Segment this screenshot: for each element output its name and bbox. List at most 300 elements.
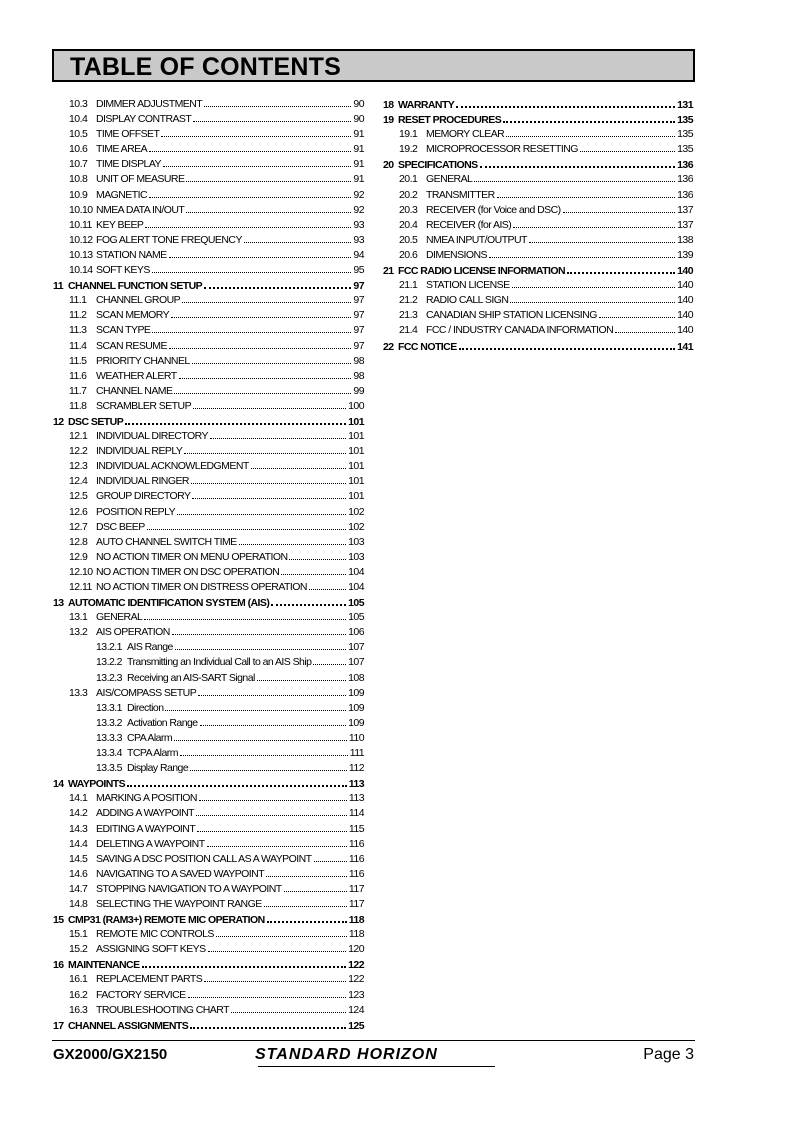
toc-entry-title: FCC RADIO LICENSE INFORMATION: [398, 265, 566, 278]
toc-dot-leader: [510, 293, 675, 303]
toc-entry-title: SPECIFICATIONS: [398, 159, 478, 172]
toc-entry-page: 135: [677, 114, 693, 127]
toc-chapter-link[interactable]: [383, 263, 693, 278]
toc-chapter-link[interactable]: [383, 157, 693, 172]
toc-entry-title: STOPPING NAVIGATION TO A WAYPOINT: [96, 882, 282, 895]
toc-section-link[interactable]: [53, 142, 364, 157]
toc-entry-number: 20.3: [399, 203, 418, 216]
toc-section-link[interactable]: [53, 1003, 364, 1018]
toc-dot-leader: [169, 248, 352, 258]
toc-section-link[interactable]: [53, 610, 364, 625]
toc-entry-page: 98: [353, 354, 364, 367]
toc-entry-page: 117: [348, 897, 364, 910]
toc-section-link[interactable]: [53, 203, 364, 218]
toc-dot-leader: [152, 323, 351, 333]
toc-section-link[interactable]: [53, 852, 364, 867]
toc-entry-page: 97: [353, 339, 364, 352]
toc-entry-page: 137: [677, 203, 693, 216]
toc-entry-title: NO ACTION TIMER ON DISTRESS OPERATION: [96, 581, 307, 593]
toc-entry-page: 122: [348, 959, 364, 972]
toc-dot-leader: [179, 369, 352, 379]
toc-dot-leader: [152, 263, 352, 273]
toc-dot-leader: [147, 520, 346, 530]
toc-section-link[interactable]: [383, 172, 693, 187]
toc-entry-title: POSITION REPLY: [96, 505, 176, 518]
toc-dot-leader: [161, 127, 351, 137]
toc-entry-title: NO ACTION TIMER ON DSC OPERATION: [96, 565, 280, 578]
toc-entry-page: 92: [353, 203, 364, 216]
toc-section-link[interactable]: [53, 248, 364, 263]
toc-section-link[interactable]: [53, 822, 364, 837]
toc-entry-number: 11.2: [69, 309, 87, 322]
toc-dot-leader: [257, 671, 346, 681]
toc-dot-leader: [289, 550, 346, 560]
toc-entry-page: 106: [348, 626, 364, 639]
toc-entry-number: 10.6: [69, 143, 88, 156]
toc-entry-title: Direction: [127, 701, 164, 714]
toc-section-link[interactable]: [383, 293, 693, 308]
toc-entry-number: 14.2: [69, 807, 88, 820]
toc-dot-leader: [266, 867, 347, 877]
toc-entry-page: 100: [348, 399, 364, 412]
brand-logo: STANDARD HORIZON: [255, 1046, 438, 1063]
toc-entry-number: 13.3.4: [96, 747, 122, 760]
toc-entry-page: 135: [677, 128, 693, 141]
toc-section-link[interactable]: [53, 897, 364, 912]
toc-section-link[interactable]: [53, 339, 364, 354]
toc-section-link[interactable]: [53, 791, 364, 806]
toc-entry-page: 109: [348, 686, 364, 699]
toc-entry-page: 98: [353, 369, 364, 382]
toc-dot-leader: [184, 444, 346, 454]
toc-entry-number: 13: [53, 597, 64, 610]
toc-section-link[interactable]: [383, 308, 693, 323]
toc-section-link[interactable]: [53, 112, 364, 127]
toc-entry-page: 102: [348, 505, 364, 518]
toc-dot-leader: [190, 1018, 346, 1029]
toc-entry-number: 14.1: [69, 792, 88, 805]
toc-entry-number: 11: [53, 280, 63, 293]
toc-dot-leader: [580, 142, 675, 152]
toc-entry-title: AUTO CHANNEL SWITCH TIME: [96, 535, 237, 548]
toc-entry-number: 22: [383, 340, 394, 353]
toc-section-link[interactable]: [53, 489, 364, 504]
toc-entry-title: INDIVIDUAL ACKNOWLEDGMENT: [96, 460, 249, 473]
toc-section-link[interactable]: [53, 686, 364, 701]
toc-entry-page: 111: [349, 747, 364, 760]
toc-entry-title: SOFT KEYS: [96, 264, 150, 277]
toc-entry-title: TIME AREA: [96, 143, 148, 156]
toc-entry-page: 93: [353, 233, 364, 246]
toc-entry-page: 109: [348, 701, 364, 714]
toc-header-box: [52, 49, 695, 82]
toc-dot-leader: [177, 505, 346, 515]
toc-entry-number: 21.1: [399, 279, 418, 292]
toc-entry-number: 13.2.2: [96, 656, 122, 669]
toc-entry-number: 14.6: [69, 867, 88, 880]
toc-entry-page: 136: [677, 188, 693, 201]
toc-entry-title: CMP31 (RAM3+) REMOTE MIC OPERATION: [68, 914, 265, 927]
toc-section-link[interactable]: [53, 459, 364, 474]
toc-entry-page: 140: [677, 309, 693, 322]
toc-entry-page: 116: [348, 837, 364, 850]
toc-section-link[interactable]: [53, 399, 364, 414]
toc-entry-number: 10.7: [69, 158, 88, 171]
toc-entry-page: 123: [348, 988, 364, 1001]
toc-dot-leader: [169, 339, 351, 349]
toc-section-link[interactable]: [53, 535, 364, 550]
toc-entry-number: 14.4: [69, 837, 88, 850]
toc-entry-page: 107: [348, 641, 364, 654]
toc-chapter-link[interactable]: [53, 595, 364, 610]
toc-dot-leader: [182, 293, 351, 303]
toc-section-link[interactable]: [383, 323, 693, 338]
toc-chapter-link[interactable]: [53, 414, 364, 429]
toc-entry-title: FCC / INDUSTRY CANADA INFORMATION: [426, 324, 614, 337]
toc-dot-leader: [144, 610, 346, 620]
toc-section-link[interactable]: [53, 640, 364, 655]
toc-dot-leader: [172, 625, 346, 635]
toc-dot-leader: [127, 776, 347, 787]
toc-entry-page: 115: [348, 822, 364, 835]
toc-entry-number: 10.5: [69, 128, 88, 141]
toc-chapter-link[interactable]: [53, 1018, 364, 1033]
brand-underline: [258, 1066, 495, 1067]
toc-entry-number: 14.8: [69, 897, 88, 910]
toc-entry-title: RECEIVER (for Voice and DSC): [426, 203, 561, 216]
toc-entry-page: 97: [353, 324, 364, 337]
toc-entry-title: SAVING A DSC POSITION CALL AS A WAYPOINT: [96, 852, 312, 865]
toc-entry-title: CHANNEL GROUP: [96, 294, 181, 307]
toc-entry-page: 140: [677, 279, 693, 292]
toc-section-link[interactable]: [53, 731, 364, 746]
toc-entry-number: 13.2.1: [96, 641, 122, 654]
toc-chapter-link[interactable]: [383, 97, 693, 112]
toc-entry-title: AUTOMATIC IDENTIFICATION SYSTEM (AIS): [68, 597, 270, 610]
toc-dot-leader: [193, 399, 346, 409]
toc-dot-leader: [199, 791, 347, 801]
toc-dot-leader: [163, 157, 351, 167]
toc-section-link[interactable]: [53, 127, 364, 142]
toc-dot-leader: [186, 172, 351, 182]
toc-section-link[interactable]: [53, 384, 364, 399]
toc-entry-number: 15.2: [69, 943, 88, 956]
toc-entry-page: 120: [348, 943, 364, 956]
footer-model: GX2000/GX2150: [53, 1046, 168, 1063]
toc-entry-page: 114: [348, 807, 364, 820]
toc-entry-title: Transmitting an Individual Call to an AIS Ship: [127, 656, 312, 669]
toc-entry-page: 103: [348, 535, 364, 548]
toc-entry-number: 10.8: [69, 173, 88, 186]
toc-entry-number: 13.2: [69, 626, 88, 639]
toc-dot-leader: [512, 278, 676, 288]
toc-entry-page: 109: [348, 716, 364, 729]
toc-entry-number: 12.2: [69, 445, 88, 458]
toc-section-link[interactable]: [53, 218, 364, 233]
toc-dot-leader: [513, 218, 675, 228]
toc-entry-number: 14.5: [69, 852, 88, 865]
toc-chapter-link[interactable]: [53, 912, 364, 927]
toc-dot-leader: [196, 806, 347, 816]
toc-dot-leader: [239, 535, 347, 545]
toc-entry-title: NMEA INPUT/OUTPUT: [426, 233, 527, 246]
toc-chapter-link[interactable]: [53, 278, 364, 293]
toc-section-link[interactable]: [53, 671, 364, 686]
toc-entry-page: 90: [353, 98, 364, 110]
toc-entry-number: 12.7: [69, 520, 88, 533]
toc-entry-title: GENERAL: [426, 173, 473, 186]
toc-entry-title: CHANNEL NAME: [96, 384, 173, 397]
toc-dot-leader: [142, 957, 347, 968]
toc-section-link[interactable]: [53, 308, 364, 323]
toc-section-link[interactable]: [383, 188, 693, 203]
toc-entry-number: 20.5: [399, 233, 418, 246]
toc-section-link[interactable]: [53, 172, 364, 187]
toc-entry-title: DSC BEEP: [96, 520, 145, 533]
toc-dot-leader: [171, 308, 351, 318]
toc-dot-leader: [186, 203, 351, 213]
toc-entry-title: ASSIGNING SOFT KEYS: [96, 943, 206, 956]
toc-dot-leader: [190, 761, 347, 771]
toc-entry-title: UNIT OF MEASURE: [96, 173, 185, 186]
toc-entry-page: 141: [677, 340, 693, 353]
toc-entry-page: 117: [348, 882, 364, 895]
toc-entry-title: INDIVIDUAL REPLY: [96, 445, 183, 458]
toc-section-link[interactable]: [53, 550, 364, 565]
toc-entry-title: INDIVIDUAL DIRECTORY: [96, 430, 208, 443]
toc-entry-number: 18: [383, 99, 394, 111]
toc-entry-number: 20.1: [399, 173, 418, 186]
toc-entry-title: RADIO CALL SIGN: [426, 294, 509, 307]
toc-entry-number: 12.1: [69, 430, 88, 443]
toc-section-link[interactable]: [53, 746, 364, 761]
toc-dot-leader: [180, 746, 348, 756]
toc-chapter-link[interactable]: [53, 776, 364, 791]
toc-entry-number: 10.11: [69, 218, 92, 231]
toc-section-link[interactable]: [383, 233, 693, 248]
toc-dot-leader: [271, 595, 346, 606]
toc-dot-leader: [480, 157, 676, 168]
toc-entry-title: TCPA Alarm: [127, 747, 178, 760]
toc-dot-leader: [503, 112, 675, 123]
toc-chapter-link[interactable]: [383, 339, 693, 354]
toc-entry-page: 90: [353, 113, 364, 126]
toc-section-link[interactable]: [53, 701, 364, 716]
toc-entry-number: 12.4: [69, 475, 88, 488]
toc-dot-leader: [188, 988, 347, 998]
toc-section-link[interactable]: [53, 716, 364, 731]
toc-dot-leader: [309, 580, 346, 590]
toc-entry-page: 116: [348, 867, 364, 880]
toc-dot-leader: [192, 354, 352, 364]
toc-entry-number: 11.7: [69, 384, 87, 397]
page-title: TABLE OF CONTENTS: [70, 53, 341, 81]
toc-section-link[interactable]: [53, 837, 364, 852]
toc-entry-title: SCAN RESUME: [96, 339, 167, 352]
toc-entry-number: 21: [383, 265, 394, 278]
toc-entry-number: 13.1: [69, 611, 88, 624]
toc-entry-number: 20: [383, 159, 394, 172]
toc-entry-number: 14: [53, 778, 64, 791]
toc-entry-page: 105: [348, 611, 364, 624]
toc-entry-page: 139: [677, 248, 693, 261]
toc-section-link[interactable]: [53, 806, 364, 821]
toc-entry-page: 95: [353, 264, 364, 277]
toc-dot-leader: [165, 701, 346, 711]
toc-section-link[interactable]: [53, 520, 364, 535]
toc-section-link[interactable]: [53, 474, 364, 489]
toc-entry-title: CHANNEL FUNCTION SETUP: [68, 280, 203, 293]
toc-entry-title: Receiving an AIS-SART Signal: [127, 671, 255, 684]
toc-entry-title: GENERAL: [96, 611, 143, 624]
toc-entry-number: 20.2: [399, 188, 418, 201]
toc-entry-title: ADDING A WAYPOINT: [96, 807, 194, 820]
toc-entry-page: 136: [677, 159, 693, 172]
toc-dot-leader: [267, 912, 347, 923]
toc-entry-page: 113: [348, 792, 364, 805]
toc-dot-leader: [192, 489, 346, 499]
toc-section-link[interactable]: [53, 157, 364, 172]
toc-section-link[interactable]: [53, 505, 364, 520]
toc-section-link[interactable]: [383, 218, 693, 233]
toc-entry-page: 101: [348, 445, 364, 458]
toc-section-link[interactable]: [53, 429, 364, 444]
toc-entry-number: 13.3: [69, 686, 88, 699]
toc-section-link[interactable]: [383, 127, 693, 142]
toc-entry-page: 108: [348, 671, 364, 684]
toc-entry-page: 118: [348, 928, 364, 941]
toc-dot-leader: [474, 172, 675, 182]
toc-dot-leader: [563, 203, 676, 213]
toc-entry-page: 118: [348, 914, 364, 927]
toc-dot-leader: [149, 188, 351, 198]
toc-entry-page: 116: [348, 852, 364, 865]
toc-entry-page: 101: [348, 490, 364, 503]
toc-entry-number: 19: [383, 114, 394, 127]
toc-dot-leader: [200, 716, 347, 726]
toc-entry-page: 112: [348, 762, 364, 775]
toc-entry-number: 11.6: [69, 369, 87, 382]
toc-section-link[interactable]: [53, 625, 364, 640]
toc-section-link[interactable]: [53, 233, 364, 248]
toc-entry-page: 104: [348, 581, 364, 593]
toc-entry-number: 15: [53, 914, 64, 927]
toc-entry-title: SCRAMBLER SETUP: [96, 399, 192, 412]
toc-entry-number: 10.10: [69, 203, 93, 216]
toc-entry-number: 17: [53, 1019, 64, 1032]
toc-chapter-link[interactable]: [383, 112, 693, 127]
toc-entry-number: 11.8: [69, 399, 87, 412]
toc-entry-number: 10.3: [69, 98, 88, 110]
toc-section-link[interactable]: [53, 580, 364, 595]
toc-entry-title: EDITING A WAYPOINT: [96, 822, 196, 835]
toc-section-link[interactable]: [53, 655, 364, 670]
toc-entry-title: FOG ALERT TONE FREQUENCY: [96, 233, 242, 246]
toc-entry-title: DIMENSIONS: [426, 248, 488, 261]
toc-section-link[interactable]: [53, 988, 364, 1003]
toc-entry-page: 122: [348, 973, 364, 986]
toc-section-link[interactable]: [383, 203, 693, 218]
toc-entry-page: 91: [353, 128, 364, 141]
toc-dot-leader: [207, 837, 347, 847]
toc-dot-leader: [264, 897, 347, 907]
toc-entry-page: 107: [348, 656, 364, 669]
toc-entry-title: CPA Alarm: [127, 731, 173, 744]
toc-section-link[interactable]: [53, 354, 364, 369]
toc-section-link[interactable]: [53, 188, 364, 203]
toc-entry-page: 97: [353, 309, 364, 322]
toc-section-link[interactable]: [53, 323, 364, 338]
toc-chapter-link[interactable]: [53, 957, 364, 972]
toc-entry-page: 94: [353, 248, 364, 261]
toc-section-link[interactable]: [53, 444, 364, 459]
toc-section-link[interactable]: [53, 972, 364, 987]
toc-entry-title: REPLACEMENT PARTS: [96, 973, 203, 986]
toc-section-link[interactable]: [53, 97, 364, 112]
toc-entry-title: GROUP DIRECTORY: [96, 490, 191, 503]
toc-dot-leader: [251, 459, 346, 469]
toc-entry-number: 13.3.3: [96, 731, 122, 744]
toc-section-link[interactable]: [53, 263, 364, 278]
toc-dot-leader: [281, 565, 346, 575]
toc-entry-page: 101: [348, 460, 364, 473]
toc-entry-page: 101: [348, 415, 364, 428]
toc-entry-title: AIS OPERATION: [96, 626, 170, 639]
toc-entry-number: 12.10: [69, 565, 93, 578]
toc-section-link[interactable]: [53, 565, 364, 580]
toc-section-link[interactable]: [53, 942, 364, 957]
toc-dot-leader: [216, 927, 347, 937]
toc-section-link[interactable]: [383, 142, 693, 157]
toc-dot-leader: [529, 233, 675, 243]
toc-entry-title: FCC NOTICE: [398, 340, 457, 353]
toc-entry-number: 20.6: [399, 248, 418, 261]
toc-section-link[interactable]: [383, 248, 693, 263]
toc-section-link[interactable]: [53, 927, 364, 942]
toc-dot-leader: [284, 882, 347, 892]
toc-entry-title: AIS/COMPASS SETUP: [96, 686, 197, 699]
toc-entry-number: 16: [53, 959, 64, 972]
toc-entry-number: 19.2: [399, 143, 418, 156]
toc-entry-number: 10.12: [69, 233, 93, 246]
toc-entry-page: 91: [353, 173, 364, 186]
toc-entry-number: 12.5: [69, 490, 88, 503]
toc-entry-title: Display Range: [127, 762, 189, 775]
toc-entry-number: 13.2.3: [96, 671, 122, 684]
toc-entry-page: 102: [348, 520, 364, 533]
toc-dot-leader: [125, 414, 346, 425]
toc-dot-leader: [191, 474, 346, 484]
toc-section-link[interactable]: [53, 761, 364, 776]
toc-entry-number: 11.5: [69, 354, 87, 367]
toc-entry-title: PRIORITY CHANNEL: [96, 354, 190, 367]
toc-entry-number: 16.3: [69, 1003, 88, 1016]
toc-section-link[interactable]: [53, 882, 364, 897]
toc-section-link[interactable]: [383, 278, 693, 293]
toc-entry-number: 12.8: [69, 535, 88, 548]
toc-entry-number: 14.3: [69, 822, 88, 835]
toc-section-link[interactable]: [53, 867, 364, 882]
toc-entry-page: 101: [348, 475, 364, 488]
toc-entry-page: 131: [677, 99, 693, 111]
toc-section-link[interactable]: [53, 293, 364, 308]
toc-dot-leader: [210, 429, 346, 439]
toc-dot-leader: [193, 112, 351, 122]
toc-section-link[interactable]: [53, 369, 364, 384]
toc-entry-number: 11.1: [69, 294, 87, 307]
toc-entry-title: TIME OFFSET: [96, 128, 160, 141]
toc-entry-number: 12: [53, 415, 64, 428]
